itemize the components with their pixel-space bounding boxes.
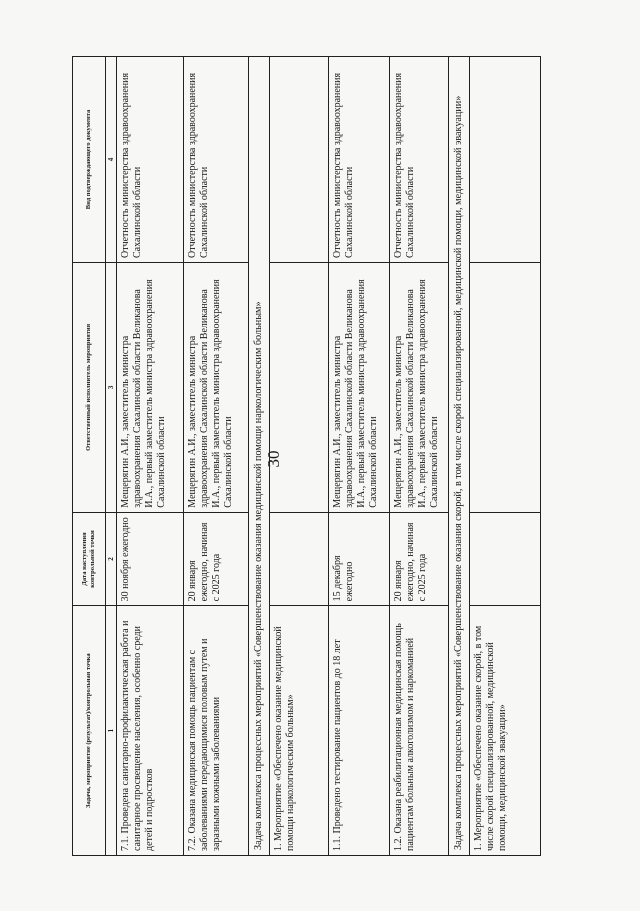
- cell-date: [470, 512, 541, 606]
- header-executor: Ответственный исполнитель мероприятия: [73, 263, 106, 513]
- table-row: [117, 57, 184, 856]
- cell-task: 7.1. Проведена санитарно-профилактическая работа и санитарное просвещение населения, особенно среди детей и подростков: [117, 606, 184, 856]
- cell-executor: Мещерягин А.И., заместитель министра здравоохранения Сахалинской области Великанова И.А., первый заместитель министра здравоохранения Сахалинской области: [390, 263, 449, 513]
- cell-date: 15 декабря ежегодно: [329, 512, 390, 606]
- cell-document: [270, 57, 329, 263]
- table-row: [184, 57, 249, 856]
- task-heading: Задача комплекса процессных мероприятий «Совершенствование оказания скорой, в том числе скорой специализированной, медицинской помощи, медицинской эвакуации»: [449, 57, 470, 856]
- cell-task: 1.2. Оказана реабилитационная медицинская помощь пациентам больным алкоголизмом и наркоманией: [390, 606, 449, 856]
- cell-executor: Мещерягин А.И., заместитель министра здравоохранения Сахалинской области Великанова И.А., первый заместитель министра здравоохранения Сахалинской области: [329, 263, 390, 513]
- table-row: [270, 57, 329, 856]
- control-points-table: [72, 56, 541, 856]
- column-number: 4: [106, 57, 117, 263]
- rotated-document-table: [72, 56, 590, 856]
- table-row: [329, 57, 390, 856]
- cell-date: 20 января ежегодно, начиная с 2025 года: [390, 512, 449, 606]
- cell-task: 1. Мероприятие «Обеспечено оказание медицинской помощи наркологическим больным»: [270, 606, 329, 856]
- column-number-row: [106, 57, 117, 856]
- cell-document: Отчетность министерства здравоохранения Сахалинской области: [390, 57, 449, 263]
- cell-executor: [270, 263, 329, 513]
- cell-document: [470, 57, 541, 263]
- task-heading: Задача комплекса процессных мероприятий «Совершенствование оказания медицинской помощи наркологическим больным»: [249, 57, 270, 856]
- task-row: [449, 57, 470, 856]
- cell-document: Отчетность министерства здравоохранения Сахалинской области: [329, 57, 390, 263]
- column-number: 1: [106, 606, 117, 856]
- cell-date: 30 ноября ежегодно: [117, 512, 184, 606]
- cell-task: 7.2. Оказана медицинская помощь пациентам с заболеваниями передающимися половым путем и заразными кожными заболеваниями: [184, 606, 249, 856]
- table-row: [390, 57, 449, 856]
- table-header-row: [73, 57, 106, 856]
- column-number: 3: [106, 263, 117, 513]
- header-date: Дата наступления контрольной точки: [73, 512, 106, 606]
- column-number: 2: [106, 512, 117, 606]
- cell-document: Отчетность министерства здравоохранения Сахалинской области: [117, 57, 184, 263]
- header-task: Задача, мероприятие (результат)/контрольная точка: [73, 606, 106, 856]
- table-row: [470, 57, 541, 856]
- cell-executor: [470, 263, 541, 513]
- header-document: Вид подтверждающего документа: [73, 57, 106, 263]
- page-number: 30: [264, 450, 283, 468]
- cell-task: 1.1. Проведено тестирование пациентов до 18 лет: [329, 606, 390, 856]
- cell-task: 1. Мероприятие «Обеспечено оказание скорой, в том числе скорой специализированной, медицинской помощи, медицинской эвакуации»: [470, 606, 541, 856]
- cell-executor: Мещерягин А.И., заместитель министра здравоохранения Сахалинской области Великанова И.А., первый заместитель министра здравоохранения Сахалинской области: [117, 263, 184, 513]
- cell-document: Отчетность министерства здравоохранения Сахалинской области: [184, 57, 249, 263]
- cell-date: [270, 512, 329, 606]
- cell-date: 20 января ежегодно, начиная с 2025 года: [184, 512, 249, 606]
- task-row: [249, 57, 270, 856]
- cell-executor: Мещерягин А.И., заместитель министра здравоохранения Сахалинской области Великанова И.А., первый заместитель министра здравоохранения Сахалинской области: [184, 263, 249, 513]
